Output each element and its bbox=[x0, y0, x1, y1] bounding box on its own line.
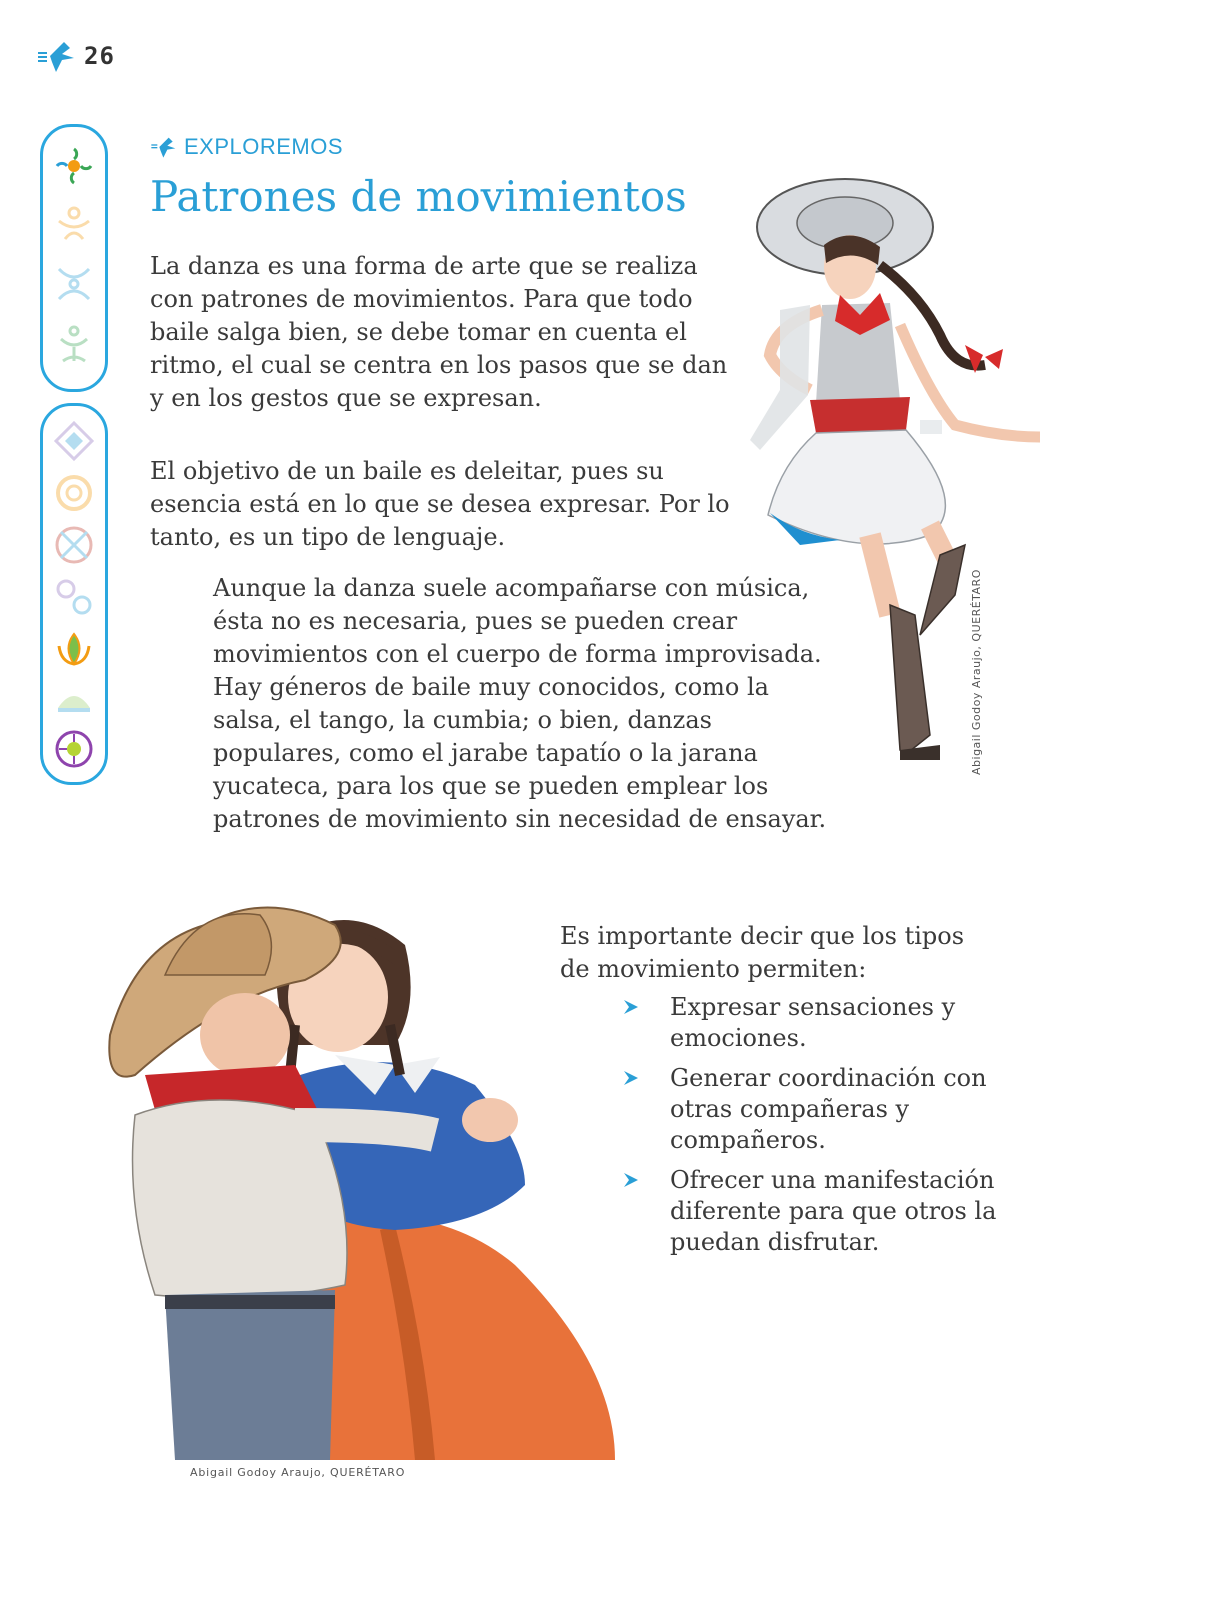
paragraph-2: El objetivo de un baile es deleitar, pues su esencia está en lo que se desea expresar. Por lo tanto, es un tipo de lenguaje. bbox=[150, 457, 730, 551]
turtle-icon bbox=[53, 680, 95, 722]
diamond-icon bbox=[53, 420, 95, 462]
paragraph-1: La danza es una forma de arte que se realiza con patrones de movimientos. Para que todo baile salga bien, se debe tomar en cuenta el ritmo, el cual se centra en los pasos que se dan y en los gestos que se expresan. bbox=[150, 252, 728, 412]
couple-caption: Abigail Godoy Araujo, QUERÉTARO bbox=[190, 1466, 406, 1479]
list-item-text: Generar coordinación con otras compañeras y compañeros. bbox=[670, 1064, 987, 1154]
star-circle-icon bbox=[53, 524, 95, 566]
couple-illustration bbox=[95, 885, 625, 1465]
dancer-illustration bbox=[740, 175, 1050, 765]
section-label-text: EXPLOREMOS bbox=[184, 134, 344, 159]
list-item bbox=[622, 992, 1002, 1054]
bullet-list bbox=[622, 992, 1002, 1267]
page-title: Patrones de movimientos bbox=[150, 172, 687, 221]
community-circle-icon bbox=[53, 728, 95, 770]
spiral-icon bbox=[53, 472, 95, 514]
hummingbird-icon bbox=[36, 38, 78, 74]
dancer-caption-text: Abigail Godoy Araujo, QUERÉTARO bbox=[970, 569, 983, 775]
paragraph-4: Es importante decir que los tipos de movimiento permiten: bbox=[560, 922, 965, 983]
hummingbird-icon bbox=[150, 135, 178, 159]
list-item-text: Expresar sensaciones y emociones. bbox=[670, 993, 956, 1052]
flower-icon bbox=[53, 145, 95, 187]
paragraph-3: Aunque la danza suele acompañarse con música, ésta no es necesaria, pues se pueden crear movimientos con el cuerpo de forma improvisada. Hay géneros de baile muy conocidos, como la salsa, el tango, la cumbia; o bien, danzas populares, como el jarabe tapatío o la jarana yucateca, para los que se pueden emplear los patrones de movimiento sin necesidad de ensayar. bbox=[213, 574, 827, 833]
dancer-caption bbox=[970, 569, 990, 775]
sidebar-project-icons bbox=[40, 124, 108, 392]
sidebar-field-icons bbox=[40, 403, 108, 785]
section-label bbox=[150, 134, 343, 160]
lotus-icon bbox=[53, 628, 95, 670]
figure-blue-icon bbox=[53, 263, 95, 305]
figure-orange-icon bbox=[53, 203, 95, 245]
list-item-text: Ofrecer una manifestación diferente para que otros la puedan disfrutar. bbox=[670, 1166, 997, 1256]
list-item bbox=[622, 1063, 1002, 1156]
figure-green-icon bbox=[53, 323, 95, 365]
list-item bbox=[622, 1165, 1002, 1258]
links-icon bbox=[53, 576, 95, 618]
page-number: 26 bbox=[84, 42, 115, 70]
